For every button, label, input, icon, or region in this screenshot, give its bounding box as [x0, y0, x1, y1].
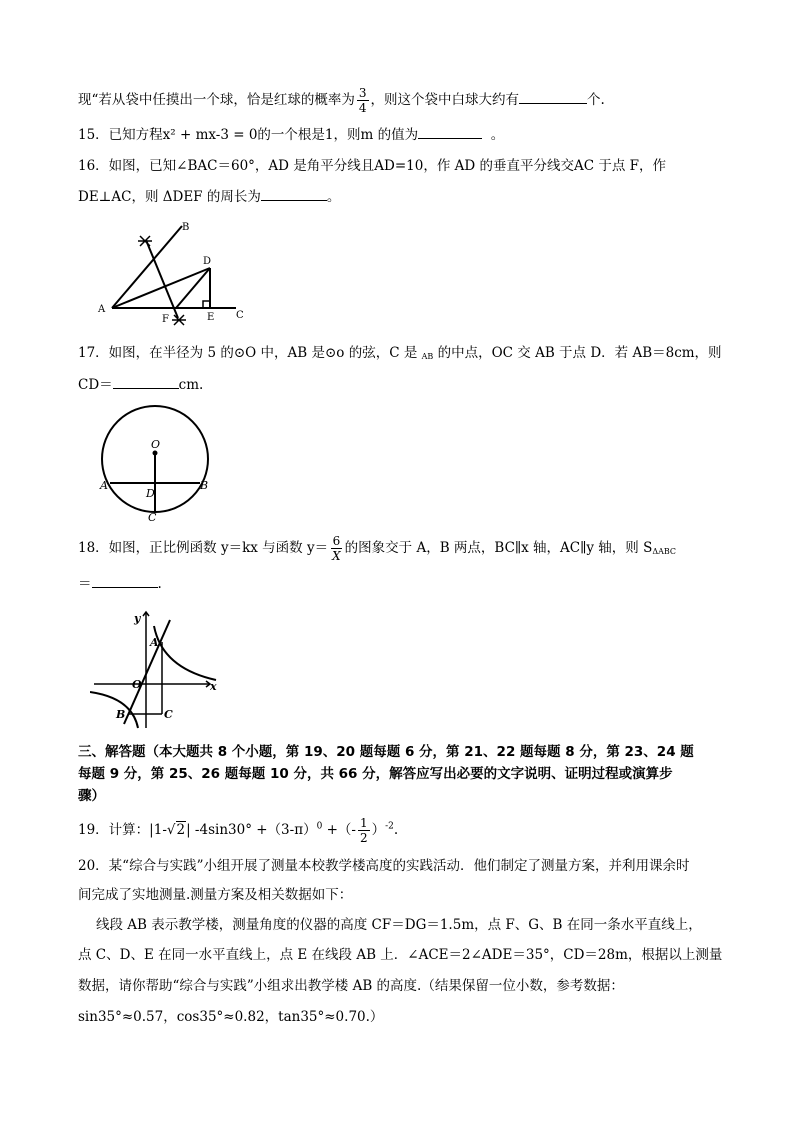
q17-figure [96, 405, 220, 523]
q14-fraction: $\frac{3}{4}$ [358, 86, 367, 115]
label-e: E [207, 312, 215, 323]
q18-answer-blank [92, 573, 158, 588]
section3-heading-line2: 每题 9 分，第 25、26 题每题 10 分，共 66 分，解答应写出必要的文字说明、证明过程或演算步 [78, 766, 673, 782]
q16-line2: DE⊥AC，则 ΔDEF 的周长为 。 [78, 186, 340, 207]
label-o: O [151, 438, 161, 451]
q20-line5: 数据，请你帮助“综合与实践”小组求出教学楼 AB 的高度.（结果保留一位小数，参考数据： [78, 978, 624, 994]
arc-ab-label: AB [421, 352, 434, 361]
q15-text: 15．已知方程x² + mx-3 = 0的一个根是1，则m 的值为 [78, 127, 419, 143]
label-c: C [164, 708, 173, 721]
q19-line: 19．计算：|1-√2| $-4\sin 30^\circ +(3-\pi)^0$ +（- $\frac{1}{2}$ ）$^{-2}$. [78, 816, 399, 845]
q14-text: 现“若从袋中任摸出一个球，恰是红球的概率为 [78, 92, 355, 108]
q16-figure [90, 218, 250, 330]
section3-heading-line1: 三、解答题（本大题共 8 个小题，第 19、20 题每题 6 分，第 21、22 题每题 8 分，第 23、24 题 [78, 744, 694, 760]
q18-line1: 18．如图，正比例函数 y＝kx 与函数 y＝ $\frac{6}{X}$ 的图象交于 A，B 两点，BC∥x 轴，AC∥y 轴，则 SΔABC [78, 534, 677, 563]
q17-line2: CD＝ cm. [78, 374, 203, 395]
q16-line1: 16．如图，已知∠BAC＝60°，AD 是角平分线且AD=10，作 AD 的垂直平分线交AC 于点 F，作 [78, 158, 667, 174]
label-b: B [116, 708, 126, 721]
q20-line3: 线段 AB 表示教学楼，测量角度的仪器的高度 CF＝DG＝1.5m，点 F、G、B 在同一条水平直线上， [96, 917, 702, 933]
label-o: O [132, 678, 142, 691]
q14-answer-blank [519, 89, 587, 104]
label-f: F [162, 314, 169, 325]
q20-line1: 20．某“综合与实践”小组开展了测量本校教学楼高度的实践活动．他们制定了测量方案，并利用课余时 [78, 858, 690, 874]
q16-answer-blank [261, 186, 327, 201]
center-point [153, 451, 158, 456]
q18-line2: ＝ . [78, 573, 162, 594]
label-a: A [150, 636, 159, 649]
q18-fraction: $\frac{6}{X}$ [332, 534, 341, 563]
label-a: A [100, 479, 108, 492]
q15-answer-blank [418, 124, 482, 139]
arc-mark-bottom [172, 315, 186, 325]
label-a: A [98, 304, 106, 315]
label-c: C [148, 511, 157, 523]
label-y: y [134, 612, 141, 625]
label-b: B [200, 479, 209, 492]
q19-fraction: $\frac{1}{2}$ [360, 816, 368, 845]
arc-mark-top [138, 236, 152, 246]
q15-line: 15．已知方程x² + mx-3 = 0的一个根是1，则m 的值为 。 [78, 124, 504, 145]
q14-line: 现“若从袋中任摸出一个球，恰是红球的概率为 $\frac{3}{4}$ ，则这个袋中白球大约有 个. [78, 86, 605, 115]
q18-figure [90, 606, 226, 732]
perpendicular-bisector [146, 240, 178, 318]
section3-heading-line3: 骤） [78, 788, 105, 804]
label-b: B [182, 222, 190, 233]
label-x: x [210, 680, 217, 693]
sqrt-radicand: 2 [176, 822, 186, 838]
q20-line6: sin35°≈0.57，cos35°≈0.82，tan35°≈0.70.） [78, 1009, 384, 1025]
q20-line2: 间完成了实地测量.测量方案及相关数据如下： [78, 887, 353, 903]
label-c: C [236, 310, 244, 321]
label-d: D [146, 487, 155, 500]
label-d: D [203, 256, 212, 267]
right-angle-mark [203, 301, 210, 308]
q17-line1: 17．如图，在半径为 5 的⊙O 中，AB 是⊙o 的弦，C 是 AB 的中点，OC 交 AB 于点 D．若 AB＝8cm，则 [78, 345, 722, 361]
q17-answer-blank [113, 374, 179, 389]
q20-line4: 点 C、D、E 在同一水平直线上，点 E 在线段 AB 上．∠ACE＝2∠ADE＝35°，CD＝28m，根据以上测量 [78, 947, 723, 963]
